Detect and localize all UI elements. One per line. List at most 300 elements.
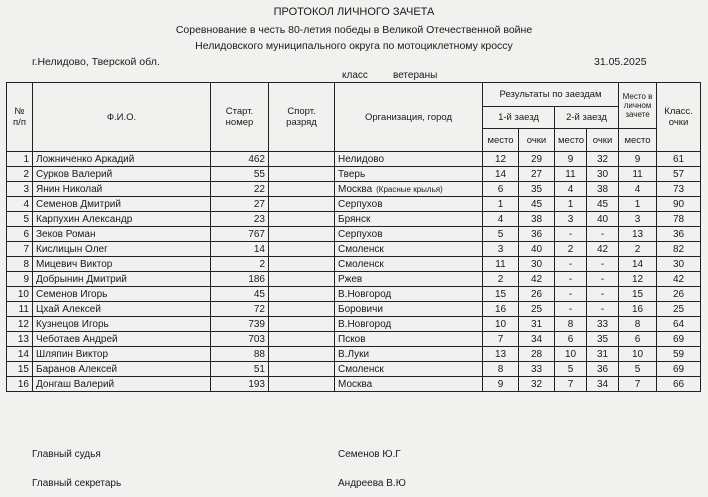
col-header-h1-place: место [483,129,519,152]
row-number: 8 [23,258,29,270]
table-row [7,242,701,257]
table-row [7,377,701,392]
start-number: 88 [253,348,265,360]
row-number-cell [7,317,33,332]
row-number-cell [7,167,33,182]
heat2-points: - [600,273,605,285]
heat1-place-cell [483,347,519,362]
class-points-cell [657,167,701,182]
heat1-place: 5 [497,228,504,240]
heat2-place-cell [555,257,587,272]
personal-place: 15 [631,288,644,300]
participant-name: Цхай Алексей [36,303,101,315]
row-number-cell [7,152,33,167]
participant-name-cell [33,362,211,377]
class-points: 78 [672,213,685,225]
personal-place: 7 [634,378,641,390]
heat1-points: 31 [530,318,543,330]
organization: Боровичи [338,303,383,315]
participant-name: Зеков Роман [36,228,96,240]
start-number: 462 [248,153,265,165]
start-number-cell [211,197,269,212]
class-points-cell [657,332,701,347]
organization: В.Новгород [338,318,392,330]
heat2-place-cell [555,197,587,212]
heat1-points-cell [519,212,555,227]
start-number-cell [211,167,269,182]
start-number: 186 [248,273,265,285]
organization-cell [335,197,483,212]
personal-place: 8 [634,318,641,330]
personal-place: 5 [634,363,641,375]
sport-rank-cell [269,242,335,257]
heat2-points: - [600,303,605,315]
row-number-cell [7,212,33,227]
heat1-points: 36 [530,228,543,240]
heat2-points: 45 [596,198,609,210]
heat2-place: 1 [567,198,574,210]
personal-place: 3 [634,213,641,225]
table-row [7,302,701,317]
heat1-points-cell [519,362,555,377]
heat1-place: 10 [494,318,507,330]
start-number: 767 [248,228,265,240]
class-points: 26 [672,288,685,300]
heat2-place-cell [555,212,587,227]
heat2-points: - [600,228,605,240]
participant-name-cell [33,242,211,257]
heat2-place: 10 [564,348,577,360]
heat1-points-cell [519,332,555,347]
start-number: 55 [253,168,265,180]
heat1-place-cell [483,227,519,242]
heat2-points-cell [587,287,619,302]
heat2-points-cell [587,242,619,257]
organization: Псков [338,333,366,345]
class-points-cell [657,287,701,302]
row-number: 15 [17,363,29,375]
heat1-place: 12 [494,153,507,165]
organization: Смоленск [338,258,384,270]
sport-rank-cell [269,212,335,227]
personal-place: 2 [634,243,641,255]
participant-name-cell [33,152,211,167]
participant-name-cell [33,257,211,272]
heat1-place: 3 [497,243,504,255]
heat1-points-cell [519,347,555,362]
heat1-place: 13 [494,348,507,360]
personal-place-cell [619,272,657,287]
row-number: 1 [23,153,29,165]
heat1-place: 4 [497,213,504,225]
col-header-heat1: 1-й заезд [483,107,555,129]
organization: Тверь [338,168,366,180]
table-row [7,197,701,212]
start-number: 27 [253,198,265,210]
organization-cell [335,287,483,302]
sport-rank-cell [269,197,335,212]
organization-cell [335,242,483,257]
start-number: 703 [248,333,265,345]
heat2-points-cell [587,302,619,317]
table-row [7,257,701,272]
participant-name-cell [33,332,211,347]
sport-rank-cell [269,227,335,242]
heat2-points: 35 [596,333,609,345]
heat1-points-cell [519,317,555,332]
start-number-cell [211,302,269,317]
heat2-place-cell [555,167,587,182]
heat1-points: 34 [530,333,543,345]
class-points: 82 [672,243,685,255]
participant-name: Янин Николай [36,183,103,195]
organization-note: (Красные крылья) [376,184,443,194]
personal-place-cell [619,167,657,182]
row-number-cell [7,227,33,242]
participant-name-cell [33,302,211,317]
heat1-place-cell [483,272,519,287]
sport-rank-cell [269,302,335,317]
personal-place-cell [619,347,657,362]
personal-place-cell [619,212,657,227]
participant-name: Ложниченко Аркадий [36,153,135,165]
participant-name-cell [33,227,211,242]
col-header-rank: Спорт. разряд [269,83,335,152]
personal-place-cell [619,182,657,197]
organization: Серпухов [338,228,383,240]
heat2-place: 8 [567,318,574,330]
table-row [7,152,701,167]
heat2-place: - [568,228,573,240]
start-number: 193 [248,378,265,390]
organization: Москва [338,183,373,195]
start-number-cell [211,212,269,227]
heat2-place-cell [555,332,587,347]
organization: Брянск [338,213,371,225]
participant-name-cell [33,197,211,212]
sport-rank-cell [269,287,335,302]
heat1-points: 35 [530,183,543,195]
start-number-cell [211,257,269,272]
class-points-cell [657,272,701,287]
table-row [7,212,701,227]
class-points-cell [657,347,701,362]
sport-rank-cell [269,332,335,347]
sport-rank-cell [269,257,335,272]
personal-place-cell [619,332,657,347]
row-number-cell [7,182,33,197]
personal-place: 9 [634,153,641,165]
class-points-cell [657,242,701,257]
chief-secretary-name: Андреева В.Ю [338,478,406,489]
participant-name: Семенов Дмитрий [36,198,121,210]
heat1-place-cell [483,302,519,317]
heat2-place-cell [555,152,587,167]
heat1-points-cell [519,287,555,302]
heat2-place: - [568,258,573,270]
participant-name-cell [33,287,211,302]
organization: Смоленск [338,363,384,375]
class-points-cell [657,182,701,197]
row-number: 9 [23,273,29,285]
heat1-points: 26 [530,288,543,300]
organization: В.Луки [338,348,370,360]
participant-name: Чеботаев Андрей [36,333,118,345]
col-header-heat2: 2-й заезд [555,107,619,129]
col-header-h1-points: очки [519,129,555,152]
organization: В.Новгород [338,288,392,300]
heat2-place: 7 [567,378,574,390]
heat2-place: - [568,303,573,315]
heat1-place-cell [483,257,519,272]
heat1-points-cell [519,182,555,197]
heat2-place: 4 [567,183,574,195]
personal-place-cell [619,287,657,302]
start-number: 14 [253,243,265,255]
heat1-points-cell [519,272,555,287]
sport-rank-cell [269,377,335,392]
table-row [7,317,701,332]
heat1-place: 14 [494,168,507,180]
start-number-cell [211,362,269,377]
start-number: 2 [259,258,265,270]
heat2-place: 5 [567,363,574,375]
heat2-points-cell [587,197,619,212]
row-number: 7 [23,243,29,255]
table-row [7,272,701,287]
class-points: 66 [672,378,685,390]
document-subtitle-2: Нелидовского муниципального округа по мотоциклетному кроссу [195,40,513,52]
heat1-points: 42 [530,273,543,285]
organization-cell [335,347,483,362]
heat1-points-cell [519,152,555,167]
organization-cell [335,227,483,242]
row-number-cell [7,377,33,392]
organization-cell [335,332,483,347]
heat2-place-cell [555,377,587,392]
col-header-org: Организация, город [335,83,483,152]
personal-place-cell [619,197,657,212]
heat1-place: 15 [494,288,507,300]
row-number-cell [7,197,33,212]
organization-cell [335,167,483,182]
sport-rank-cell [269,272,335,287]
col-header-place: место [619,129,657,152]
participant-name-cell [33,377,211,392]
row-number: 10 [17,288,29,300]
heat2-place: 2 [567,243,574,255]
heat2-points: - [600,258,605,270]
participant-name: Карпухин Александр [36,213,133,225]
heat2-points: 32 [596,153,609,165]
table-row [7,362,701,377]
heat2-points-cell [587,377,619,392]
heat2-place: - [568,273,573,285]
heat1-place-cell [483,167,519,182]
heat1-place-cell [483,317,519,332]
start-number: 22 [253,183,265,195]
personal-place: 4 [634,183,641,195]
heat1-points: 32 [530,378,543,390]
heat1-place: 8 [497,363,504,375]
heat1-place: 9 [497,378,504,390]
heat1-place-cell [483,182,519,197]
table-row [7,167,701,182]
heat2-points-cell [587,347,619,362]
sport-rank-cell [269,362,335,377]
participant-name-cell [33,347,211,362]
class-points: 25 [672,303,685,315]
heat1-points: 28 [530,348,543,360]
heat2-points: 36 [596,363,609,375]
row-number-cell [7,257,33,272]
row-number-cell [7,272,33,287]
row-number: 6 [23,228,29,240]
personal-place: 13 [631,228,644,240]
sport-rank-cell [269,182,335,197]
row-number: 11 [18,303,29,315]
event-location: г.Нелидово, Тверской обл. [32,56,160,68]
heat1-points: 40 [530,243,543,255]
table-row [7,227,701,242]
heat1-place-cell [483,332,519,347]
row-number-cell [7,287,33,302]
class-label: класс [342,70,368,81]
heat2-place-cell [555,287,587,302]
col-header-personal-place: Место в личном зачете [619,83,657,129]
row-number: 12 [17,318,29,330]
heat2-points-cell [587,212,619,227]
row-number: 2 [23,168,29,180]
class-points: 57 [672,168,685,180]
participant-name-cell [33,317,211,332]
heat2-place-cell [555,182,587,197]
class-points-cell [657,377,701,392]
start-number-cell [211,287,269,302]
col-header-results: Результаты по заездам [483,83,619,107]
heat1-place-cell [483,287,519,302]
organization-cell [335,257,483,272]
heat1-place: 11 [495,258,506,270]
start-number-cell [211,317,269,332]
heat1-place-cell [483,152,519,167]
personal-place-cell [619,242,657,257]
heat1-place-cell [483,197,519,212]
start-number: 72 [253,303,265,315]
class-points: 69 [672,363,685,375]
organization-cell [335,272,483,287]
heat1-points: 33 [530,363,543,375]
personal-place-cell [619,302,657,317]
organization: Нелидово [338,153,385,165]
heat1-place: 1 [497,198,504,210]
col-header-num: № п/п [7,83,33,152]
chief-secretary-label: Главный секретарь [32,478,122,489]
participant-name-cell [33,272,211,287]
heat1-points: 25 [530,303,543,315]
class-points-cell [657,197,701,212]
heat1-points: 45 [530,198,543,210]
class-value: ветераны [393,70,438,81]
heat1-place-cell [483,362,519,377]
class-points-cell [657,317,701,332]
personal-place: 1 [634,198,641,210]
heat2-place: 6 [567,333,574,345]
document-subtitle-1: Соревнование в честь 80-летия победы в Великой Отечественной войне [175,24,533,36]
heat1-points: 29 [530,153,543,165]
start-number-cell [211,182,269,197]
start-number-cell [211,152,269,167]
table-row [7,347,701,362]
heat1-points-cell [519,302,555,317]
class-points: 64 [672,318,685,330]
heat2-points-cell [587,362,619,377]
personal-place-cell [619,362,657,377]
results-table [6,82,701,392]
row-number: 14 [17,348,29,360]
participant-name: Мицевич Виктор [36,258,113,270]
col-header-name: Ф.И.О. [33,83,211,152]
heat2-points: 42 [596,243,609,255]
results-body [7,152,701,392]
heat2-points: 38 [596,183,609,195]
heat2-points-cell [587,272,619,287]
personal-place-cell [619,317,657,332]
table-row [7,182,701,197]
organization-cell [335,152,483,167]
heat2-place: 3 [567,213,574,225]
table-row [7,287,701,302]
heat2-place-cell [555,302,587,317]
row-number-cell [7,362,33,377]
participant-name: Баранов Алексей [36,363,118,375]
heat2-points-cell [587,167,619,182]
start-number-cell [211,332,269,347]
participant-name: Кузнецов Игорь [36,318,109,330]
heat1-points: 38 [530,213,543,225]
personal-place: 14 [631,258,644,270]
heat2-points: - [600,288,605,300]
personal-place: 10 [631,348,644,360]
heat2-place-cell [555,242,587,257]
organization: Серпухов [338,198,383,210]
participant-name-cell [33,167,211,182]
heat2-place-cell [555,272,587,287]
heat1-place-cell [483,377,519,392]
class-points: 59 [672,348,685,360]
heat2-place-cell [555,362,587,377]
organization-cell [335,182,483,197]
heat1-points-cell [519,197,555,212]
organization-cell [335,377,483,392]
row-number-cell [7,347,33,362]
class-points-cell [657,227,701,242]
heat1-place: 16 [494,303,507,315]
heat1-place: 2 [497,273,504,285]
row-number-cell [7,242,33,257]
start-number: 739 [248,318,265,330]
row-number: 3 [23,183,29,195]
participant-name: Кислицын Олег [36,243,108,255]
heat2-place: 11 [565,168,576,180]
organization-cell [335,302,483,317]
row-number: 13 [17,333,29,345]
heat2-points-cell [587,152,619,167]
heat2-points: 31 [596,348,609,360]
sport-rank-cell [269,167,335,182]
heat1-place: 6 [497,183,504,195]
participant-name: Семенов Игорь [36,288,108,300]
